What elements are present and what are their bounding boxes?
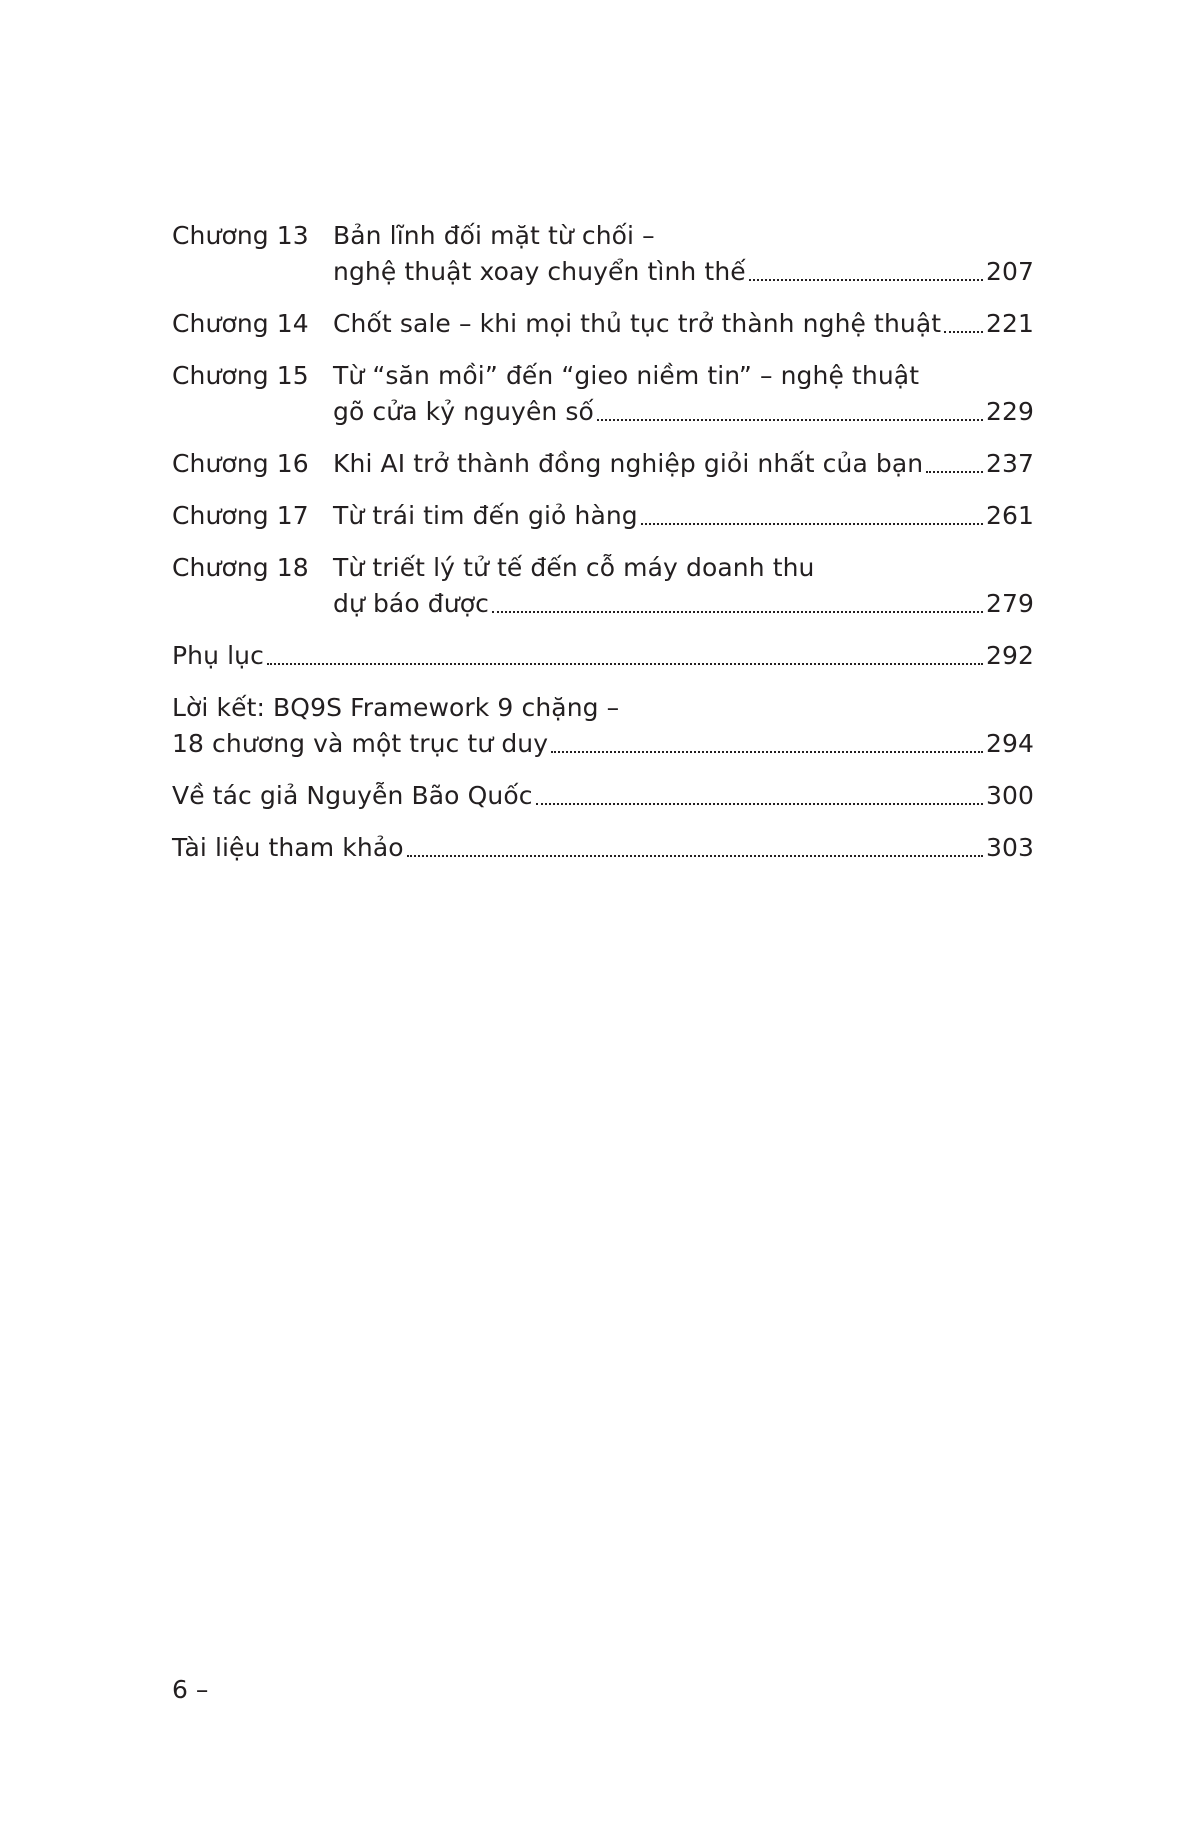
chapter-label: Chương 13 [172, 221, 309, 250]
toc-entry-chapter-17[interactable] [172, 498, 1034, 534]
footer-page-number: 6 [172, 1675, 188, 1704]
chapter-label: Chương 14 [172, 309, 309, 338]
toc-entry-references[interactable] [172, 830, 1034, 866]
chapter-label: Chương 16 [172, 449, 309, 478]
entry-title: Từ trái tim đến giỏ hàng [333, 501, 638, 530]
toc-entry-about-author[interactable] [172, 778, 1034, 814]
dot-leader [407, 855, 983, 857]
entry-title: Bản lĩnh đối mặt từ chối – [333, 221, 655, 250]
page-number: 229 [985, 397, 1034, 426]
page-number: 261 [985, 501, 1034, 530]
page-number: 294 [985, 729, 1034, 758]
toc-entry-chapter-16[interactable] [172, 446, 1034, 482]
dot-leader [267, 663, 983, 665]
toc-entry-chapter-13[interactable] [172, 218, 1034, 290]
dot-leader [597, 419, 983, 421]
page-number: 292 [985, 641, 1034, 670]
toc-entry-chapter-18[interactable] [172, 550, 1034, 622]
dot-leader [749, 279, 983, 281]
page-number: 221 [985, 309, 1034, 338]
toc-entry-chapter-15[interactable] [172, 358, 1034, 430]
page-footer [172, 1672, 208, 1708]
toc-entry-chapter-14[interactable] [172, 306, 1034, 342]
toc-entry-conclusion[interactable] [172, 690, 1034, 762]
chapter-label: Chương 17 [172, 501, 309, 530]
chapter-label: Chương 15 [172, 361, 309, 390]
dot-leader [944, 331, 983, 333]
toc-entry-appendix[interactable] [172, 638, 1034, 674]
footer-dash: – [195, 1675, 209, 1704]
page-number: 207 [985, 257, 1034, 286]
page-number: 300 [985, 781, 1034, 810]
entry-title: 18 chương và một trục tư duy [172, 729, 549, 758]
page-number: 279 [985, 589, 1034, 618]
entry-title: dự báo được [333, 589, 489, 618]
table-of-contents [172, 218, 1034, 882]
entry-title: Chốt sale – khi mọi thủ tục trở thành nghệ thuật [333, 309, 942, 338]
entry-title: Từ triết lý tử tế đến cỗ máy doanh thu [333, 553, 815, 582]
entry-title: Từ “săn mồi” đến “gieo niềm tin” – nghệ thuật [333, 361, 920, 390]
dot-leader [551, 751, 983, 753]
entry-title: Tài liệu tham khảo [172, 833, 404, 862]
dot-leader [492, 611, 983, 613]
page-number: 237 [985, 449, 1034, 478]
page-number: 303 [985, 833, 1034, 862]
dot-leader [641, 523, 983, 525]
entry-title: Phụ lục [172, 641, 264, 670]
entry-title: Khi AI trở thành đồng nghiệp giỏi nhất của bạn [333, 449, 924, 478]
dot-leader [536, 803, 983, 805]
entry-title: Lời kết: BQ9S Framework 9 chặng – [172, 693, 620, 722]
chapter-label: Chương 18 [172, 553, 309, 582]
entry-title: nghệ thuật xoay chuyển tình thế [333, 257, 746, 286]
entry-title: gõ cửa kỷ nguyên số [333, 397, 594, 426]
entry-title: Về tác giả Nguyễn Bão Quốc [172, 781, 533, 810]
dot-leader [926, 471, 983, 473]
